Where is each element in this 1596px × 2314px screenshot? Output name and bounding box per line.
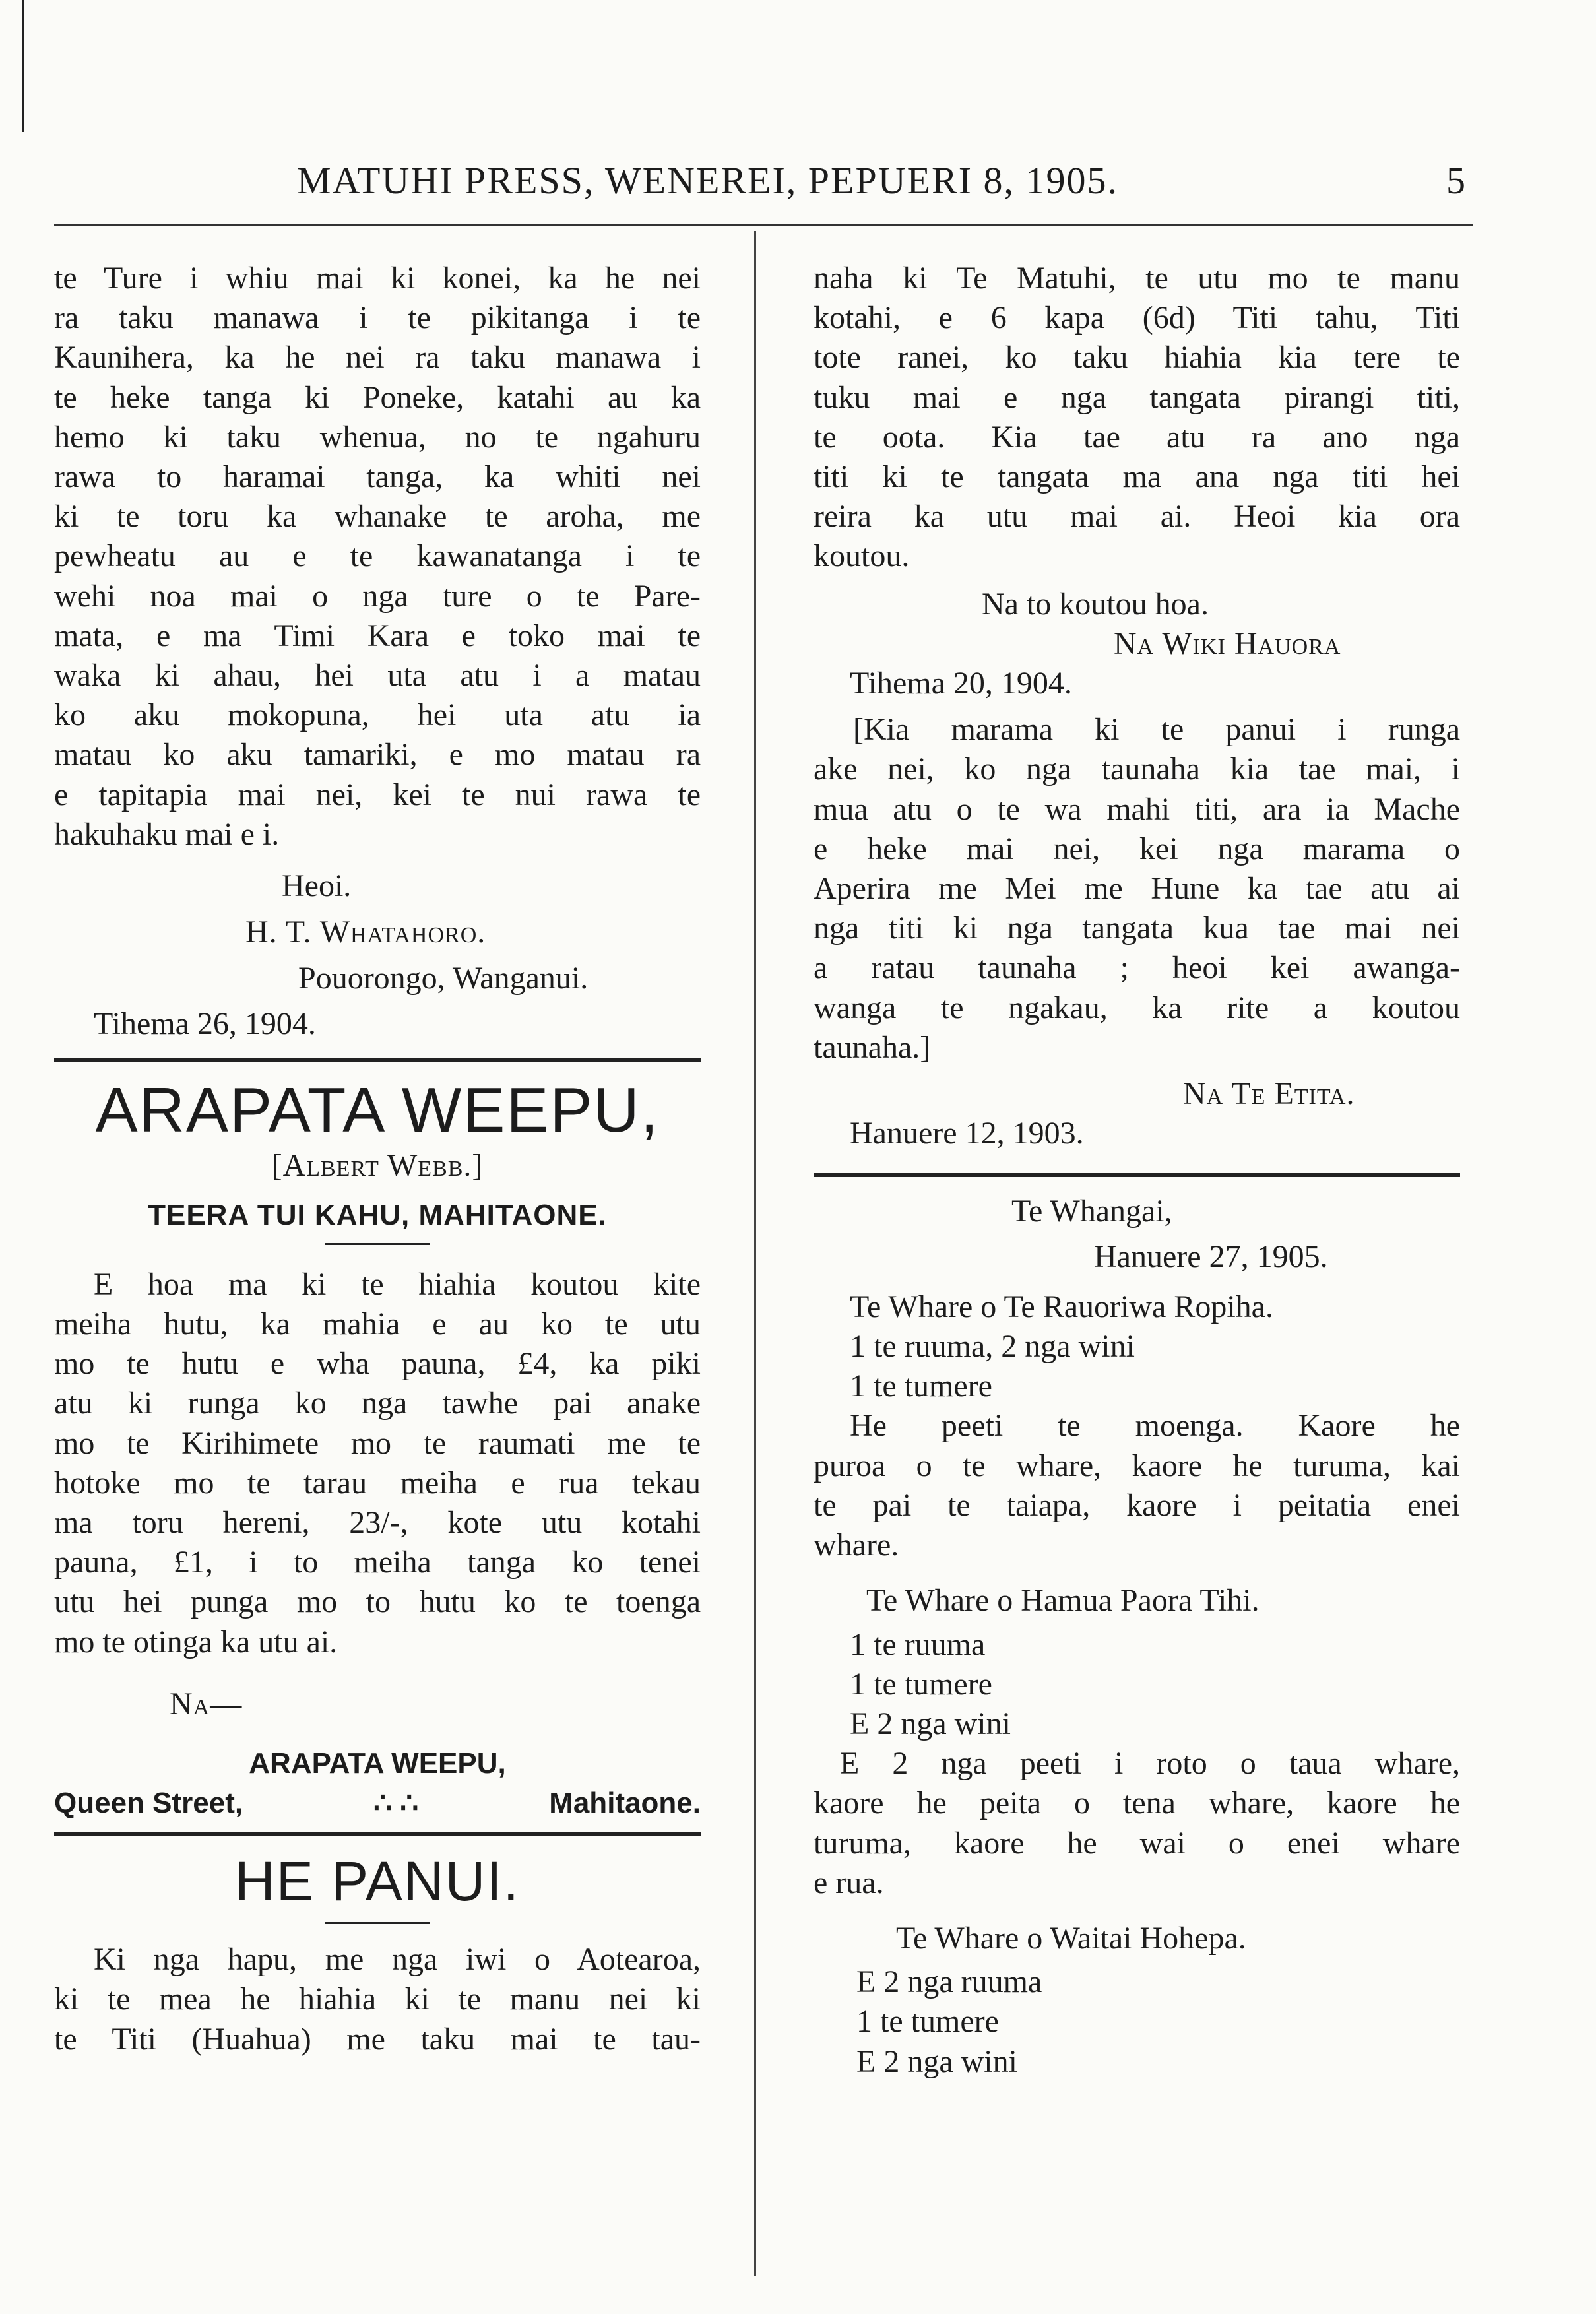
text-line: rawa to haramai tanga, ka whiti nei: [54, 459, 701, 495]
letter-body: [54, 259, 701, 854]
notice-closing: Na to koutou hoa.: [982, 586, 1209, 622]
house3-item: 1 te tumere: [856, 2004, 999, 2040]
text-line: hotoke mo te tarau meiha e rua tekau: [54, 1465, 701, 1500]
text-line: ra taku manawa i te pikitanga i te: [54, 300, 701, 336]
text-line: pauna, £1, i to meiha tanga ko tenei: [54, 1545, 701, 1580]
ad-trade: TEERA TUI KAHU, MAHITAONE.: [148, 1198, 607, 1231]
text-line: tuku mai e nga tangata pirangi titi,: [814, 379, 1460, 415]
notice-continuation: [814, 259, 1460, 577]
ad-street: Queen Street,: [54, 1787, 243, 1820]
text-line: ko aku mokopuna, hei uta atu ia: [54, 697, 701, 733]
house2-item: 1 te ruuma: [850, 1626, 986, 1662]
text-line: mo te hutu e wha pauna, £4, ka piki: [54, 1346, 701, 1382]
text-line: hakuhaku mai e i.: [54, 816, 280, 852]
text-line: E 2 nga peeti i roto o taua whare,: [840, 1746, 1460, 1782]
letter-place: Pouorongo, Wanganui.: [298, 961, 589, 996]
ad-na: Na—: [170, 1686, 243, 1721]
text-line: kotahi, e 6 kapa (6d) Titi tahu, Titi: [814, 300, 1460, 336]
ad-body: [54, 1265, 701, 1662]
section-rule: [54, 1058, 701, 1062]
text-line: e heke mai nei, kei nga marama o: [814, 831, 1460, 866]
letter-closing: Heoi.: [282, 868, 352, 904]
left-column: [54, 259, 701, 2059]
house3-item: E 2 nga ruuma: [856, 1964, 1042, 2000]
house1-title: Te Whare o Te Rauoriwa Ropiha.: [850, 1289, 1273, 1324]
text-line: E hoa ma ki te hiahia koutou kite: [94, 1266, 701, 1302]
house1-item: 1 te ruuma, 2 nga wini: [850, 1329, 1135, 1365]
text-line: kaore he peita o tena whare, kaore he: [814, 1785, 1460, 1821]
text-line: tote ranei, ko taku hiahia kia tere te: [814, 340, 1460, 375]
text-line: mo te Kirihimete mo te raumati me te: [54, 1425, 701, 1461]
text-line: Kaunihera, ka he nei ra taku manawa i: [54, 340, 701, 375]
column-divider: [754, 231, 756, 2276]
text-line: utu hei punga mo to hutu ko te toenga: [54, 1584, 701, 1620]
text-line: ki te toru ka whanake te aroha, me: [54, 499, 701, 534]
text-line: He peeti te moenga. Kaore he: [850, 1408, 1460, 1444]
text-line: wehi noa mai o nga ture o te Pare-: [54, 578, 701, 614]
editor-note: [814, 710, 1460, 1068]
report-date: Hanuere 27, 1905.: [1094, 1238, 1328, 1274]
text-line: turuma, kaore he wai o enei whare: [814, 1825, 1460, 1861]
notice-signature: Na Wiki Hauora: [1114, 626, 1341, 661]
ad-dots: ∴ ∴: [373, 1787, 419, 1820]
ad-address: [54, 1784, 701, 1823]
page-header: MATUHI PRESS, WENEREI, PEPUERI 8, 1905.: [297, 159, 1119, 202]
notice-date: Tihema 20, 1904.: [850, 666, 1072, 701]
text-line: atu ki runga ko nga tawhe pai anake: [54, 1386, 701, 1421]
text-line: koutou.: [814, 538, 910, 574]
text-line: te heke tanga ki Poneke, katahi au ka: [54, 379, 701, 415]
text-line: ake nei, ko nga taunaha kia tae mai, i: [814, 752, 1460, 787]
right-column: [814, 259, 1460, 2082]
text-line: pewheatu au e te kawanatanga i te: [54, 538, 701, 574]
text-line: puroa o te whare, kaore he turuma, kai: [814, 1448, 1460, 1483]
text-line: Ki nga hapu, me nga iwi o Aotearoa,: [94, 1942, 701, 1977]
house1-note: [814, 1406, 1460, 1565]
house2-item: E 2 nga wini: [850, 1706, 1011, 1741]
text-line: titi ki te tangata ma ana nga titi hei: [814, 459, 1460, 495]
house3-item: E 2 nga wini: [856, 2043, 1017, 2079]
text-line: e rua.: [814, 1865, 884, 1900]
text-line: [Kia marama ki te panui i runga: [853, 712, 1460, 748]
notice-rule: [325, 1922, 430, 1924]
letter-date: Tihema 26, 1904.: [94, 1006, 316, 1041]
ad-town: Mahitaone.: [549, 1787, 701, 1820]
text-line: a ratau taunaha ; heoi kei awanga-: [814, 950, 1460, 986]
section-rule: [814, 1173, 1460, 1177]
editor-signature: Na Te Etita.: [1183, 1076, 1355, 1112]
editor-date: Hanuere 12, 1903.: [850, 1116, 1084, 1151]
text-line: mata, e ma Timi Kara e toko mai te: [54, 618, 701, 653]
text-line: hemo ki taku whenua, no te ngahuru: [54, 419, 701, 455]
notice-body: [54, 1940, 701, 2059]
text-line: te Ture i whiu mai ki konei, ka he nei: [54, 261, 701, 296]
text-line: taunaha.]: [814, 1029, 931, 1065]
text-line: te oota. Kia tae atu ra ano nga: [814, 419, 1460, 455]
text-line: ma toru hereni, 23/-, kote utu kotahi: [54, 1505, 701, 1541]
house2-note: [814, 1744, 1460, 1903]
text-line: mua atu o te wa mahi titi, ara ia Mache: [814, 791, 1460, 827]
text-line: meiha hutu, ka mahia e au ko te utu: [54, 1306, 701, 1342]
text-line: e tapitapia mai nei, kei te nui rawa te: [54, 777, 701, 812]
report-place: Te Whangai,: [1011, 1194, 1172, 1229]
ad-subtitle: [Albert Webb.]: [271, 1147, 484, 1183]
house1-item: 1 te tumere: [850, 1368, 992, 1404]
page-number: 5: [1446, 159, 1465, 202]
text-line: whare.: [814, 1527, 899, 1563]
house2-item: 1 te tumere: [850, 1666, 992, 1702]
text-line: nga titi ki nga tangata kua tae mai nei: [814, 911, 1460, 946]
text-line: te Titi (Huahua) me taku mai te tau-: [54, 2021, 701, 2057]
text-line: Aperira me Mei me Hune ka tae atu ai: [814, 871, 1460, 907]
section-rule: [54, 1832, 701, 1836]
house2-title: Te Whare o Hamua Paora Tihi.: [866, 1583, 1260, 1619]
text-line: naha ki Te Matuhi, te utu mo te manu: [814, 261, 1460, 296]
text-line: wanga te ngakau, ka rite a koutou: [814, 990, 1460, 1025]
ad-name: ARAPATA WEEPU,: [249, 1747, 506, 1780]
notice-title: HE PANUI.: [235, 1850, 520, 1913]
text-line: te pai te taiapa, kaore i peitatia enei: [814, 1487, 1460, 1523]
text-line: ki te mea he hiahia ki te manu nei ki: [54, 1981, 701, 2017]
text-line: matau ko aku tamariki, e mo matau ra: [54, 737, 701, 773]
ad-rule: [325, 1243, 430, 1245]
page-edge-mark: [22, 0, 24, 132]
text-line: waka ki ahau, hei uta atu i a matau: [54, 658, 701, 693]
text-line: mo te otinga ka utu ai.: [54, 1624, 338, 1659]
house3-title: Te Whare o Waitai Hohepa.: [896, 1920, 1246, 1956]
ad-title: ARAPATA WEEPU,: [95, 1074, 660, 1145]
text-line: reira ka utu mai ai. Heoi kia ora: [814, 499, 1460, 534]
letter-signature: H. T. Whatahoro.: [245, 915, 486, 950]
header-rule: [54, 224, 1473, 226]
